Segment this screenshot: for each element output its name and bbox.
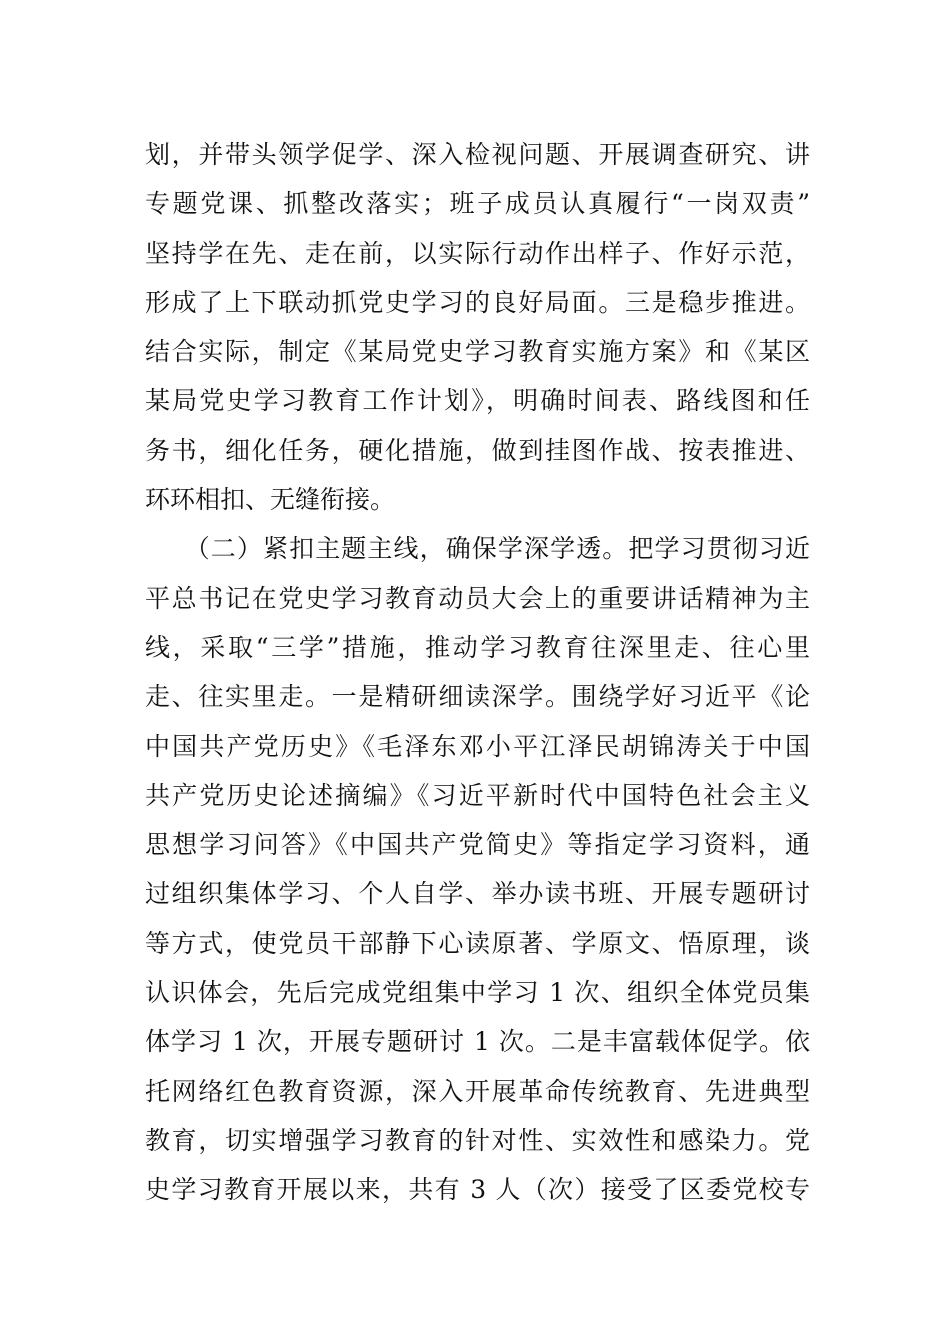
paragraph-start-line: （二）紧扣主题主线，确保学深学透。把学习贯彻习近: [145, 534, 810, 564]
text-line: 环环相扣、无缝衔接。: [145, 485, 396, 515]
text-line: 专题党课、抓整改落实；班子成员认真履行“一岗双责”: [145, 189, 810, 219]
text-line: 某局党史学习教育工作计划》，明确时间表、路线图和任: [145, 386, 810, 416]
text-line: 平总书记在党史学习教育动员大会上的重要讲话精神为主: [145, 583, 810, 613]
text-line: 托网络红色教育资源，深入开展革命传统教育、先进典型: [145, 1076, 810, 1106]
text-line: 史学习教育开展以来，共有 3 人（次）接受了区委党校专: [145, 1175, 810, 1205]
text-line: 认识体会，先后完成党组集中学习 1 次、组织全体党员集: [145, 978, 810, 1008]
text-line: 走、往实里走。一是精研细读深学。围绕学好习近平《论: [145, 682, 810, 712]
text-line: 务书，细化任务，硬化措施，做到挂图作战、按表推进、: [145, 435, 810, 465]
text-line: 思想学习问答》《中国共产党简史》等指定学习资料，通: [145, 830, 810, 860]
text-line: 结合实际，制定《某局党史学习教育实施方案》和《某区: [145, 337, 810, 367]
text-line: 共产党历史论述摘编》《习近平新时代中国特色社会主义: [145, 780, 810, 810]
text-line: 过组织集体学习、个人自学、举办读书班、开展专题研讨: [145, 879, 810, 909]
text-line: 教育，切实增强学习教育的针对性、实效性和感染力。党: [145, 1125, 810, 1155]
text-line: 坚持学在先、走在前，以实际行动作出样子、作好示范，: [145, 238, 810, 268]
text-line: 体学习 1 次，开展专题研讨 1 次。二是丰富载体促学。依: [145, 1027, 810, 1057]
text-line: 线，采取“三学”措施，推动学习教育往深里走、往心里: [145, 632, 810, 662]
text-line: 形成了上下联动抓党史学习的良好局面。三是稳步推进。: [145, 287, 810, 317]
text-line: 等方式，使党员干部静下心读原著、学原文、悟原理，谈: [145, 928, 810, 958]
text-line: 中国共产党历史》《毛泽东邓小平江泽民胡锦涛关于中国: [145, 731, 810, 761]
body-text: [145, 130, 810, 1215]
text-line: 划，并带头领学促学、深入检视问题、开展调查研究、讲: [145, 140, 810, 169]
